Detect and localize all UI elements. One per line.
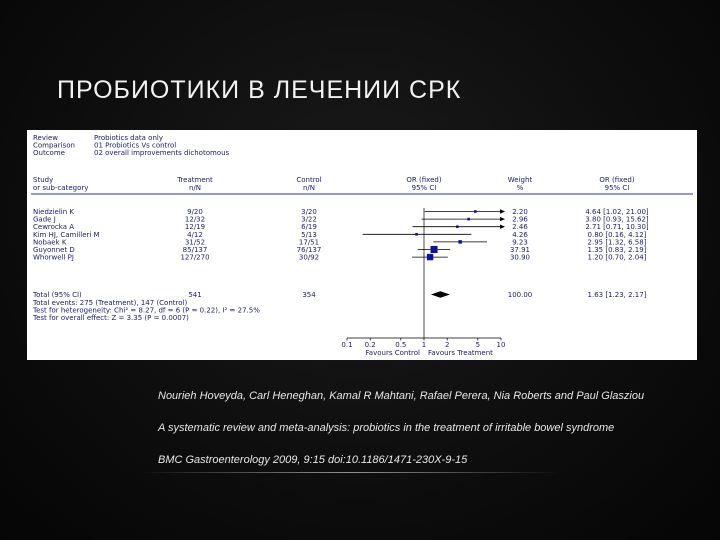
ci-arrow [500, 209, 505, 213]
study-control: 5/13 [301, 230, 317, 239]
study-marker [456, 225, 459, 228]
pooled-estimate-diamond [431, 291, 450, 297]
header-label: Review [33, 134, 58, 142]
column-header: Study [33, 176, 54, 184]
ci-arrow [500, 225, 505, 229]
study-treatment: 9/20 [187, 208, 203, 216]
study-control: 30/92 [298, 253, 320, 262]
study-name: Whorwell PJ [33, 253, 74, 262]
x-tick-label: 2 [444, 341, 450, 349]
caption-underline [140, 472, 560, 473]
study-control: 6/19 [301, 223, 317, 232]
study-treatment: 12/19 [184, 223, 206, 232]
study-name: Kim HJ, Camilleri M [33, 230, 100, 239]
stats-line: Test for overall effect: Z = 3.35 (P = 0.0007) [33, 314, 189, 323]
study-weight: 9.23 [512, 238, 528, 247]
column-header: OR (fixed) [599, 176, 635, 184]
stats-line: Total events: 275 (Treatment), 147 (Control) [33, 299, 188, 307]
slide-title: ПРОБИОТИКИ В ЛЕЧЕНИИ СРК [57, 76, 462, 104]
header-label: Outcome [33, 149, 65, 157]
caption-authors: Nourieh Hoveyda, Carl Heneghan, Kamal R Mahtani, Rafael Perera, Nia Roberts and Paul Glasziou [158, 390, 645, 402]
total-control: 354 [302, 291, 316, 299]
favours-control-label: Favours Control [365, 349, 420, 357]
study-control: 76/137 [296, 246, 322, 254]
forest-plot-figure [27, 130, 697, 360]
study-control: 3/22 [301, 215, 317, 224]
x-tick-label: 0.2 [364, 341, 376, 349]
study-treatment: 127/270 [180, 253, 210, 262]
ci-arrow [500, 217, 505, 221]
favours-treatment-label: Favours Treatment [428, 349, 493, 357]
header-value: 01 Probiotics Vs control [94, 141, 177, 150]
study-or-text: 4.64 [1.02, 21.00] [585, 208, 649, 216]
study-weight: 2.46 [512, 223, 528, 232]
caption-reference: BMC Gastroenterology 2009, 9:15 doi:10.1186/1471-230X-9-15 [158, 454, 468, 466]
forest-plot [27, 130, 697, 360]
study-marker [467, 218, 470, 221]
column-header: Weight [507, 176, 533, 184]
x-tick-label: 0.5 [395, 341, 407, 349]
study-or-text: 2.71 [0.71, 10.30] [585, 223, 649, 232]
study-weight: 30.90 [509, 253, 531, 262]
study-name: Guyonnet D [33, 246, 75, 254]
study-or-text: 1.35 [0.83, 2.19] [587, 246, 647, 254]
study-name: Cewrocka A [33, 223, 75, 232]
study-weight: 2.96 [512, 215, 528, 224]
study-treatment: 31/52 [184, 238, 206, 247]
study-or-text: 0.80 [0.16, 4.12] [587, 230, 647, 239]
x-tick-label: 0.1 [341, 341, 353, 349]
study-weight: 2.20 [512, 208, 528, 216]
study-marker [458, 240, 461, 243]
column-header: Treatment [177, 176, 213, 184]
study-marker [430, 246, 437, 253]
column-header: 95% CI [411, 184, 437, 192]
study-name: Niedzielin K [33, 208, 74, 216]
stats-line: Test for heterogeneity: Chi² = 8.27, df = 6 (P = 0.22), I² = 27.5% [33, 306, 260, 315]
study-or-text: 3.80 [0.93, 15.62] [585, 215, 649, 224]
column-header: OR (fixed) [406, 176, 442, 184]
x-tick-label: 10 [496, 341, 506, 349]
study-treatment: 85/137 [182, 246, 208, 254]
study-name: Nobaek K [33, 238, 67, 247]
study-or-text: 1.20 [0.70, 2.04] [587, 253, 647, 262]
column-header: % [516, 184, 524, 192]
study-treatment: 12/32 [184, 215, 206, 224]
study-control: 17/51 [298, 238, 320, 247]
total-or-text: 1.63 [1.23, 2.17] [587, 291, 647, 299]
x-tick-label: 5 [475, 341, 481, 349]
study-control: 3/20 [301, 208, 317, 216]
column-header: n/N [188, 184, 202, 192]
column-header: Control [296, 176, 322, 184]
column-header: or sub-category [33, 184, 89, 192]
x-tick-label: 1 [421, 341, 427, 349]
total-weight: 100.00 [507, 291, 533, 299]
study-marker [415, 233, 418, 236]
study-marker [474, 210, 477, 213]
column-header: 95% CI [604, 184, 630, 192]
header-value: Probiotics data only [94, 134, 163, 142]
study-treatment: 4/12 [187, 230, 203, 239]
study-weight: 4.26 [512, 230, 528, 239]
header-label: Comparison [33, 141, 75, 150]
total-treatment: 541 [188, 291, 202, 299]
total-label: Total (95% CI) [33, 291, 82, 299]
caption-article-title: A systematic review and meta-analysis: probiotics in the treatment of irritable bowel syndrome [158, 422, 615, 434]
study-name: Gade J [33, 215, 56, 224]
study-or-text: 2.95 [1.32, 6.58] [587, 238, 647, 247]
header-value: 02 overall improvements dichotomous [94, 149, 230, 157]
study-weight: 37.91 [509, 246, 531, 254]
study-marker [427, 254, 433, 260]
column-header: n/N [302, 184, 316, 192]
